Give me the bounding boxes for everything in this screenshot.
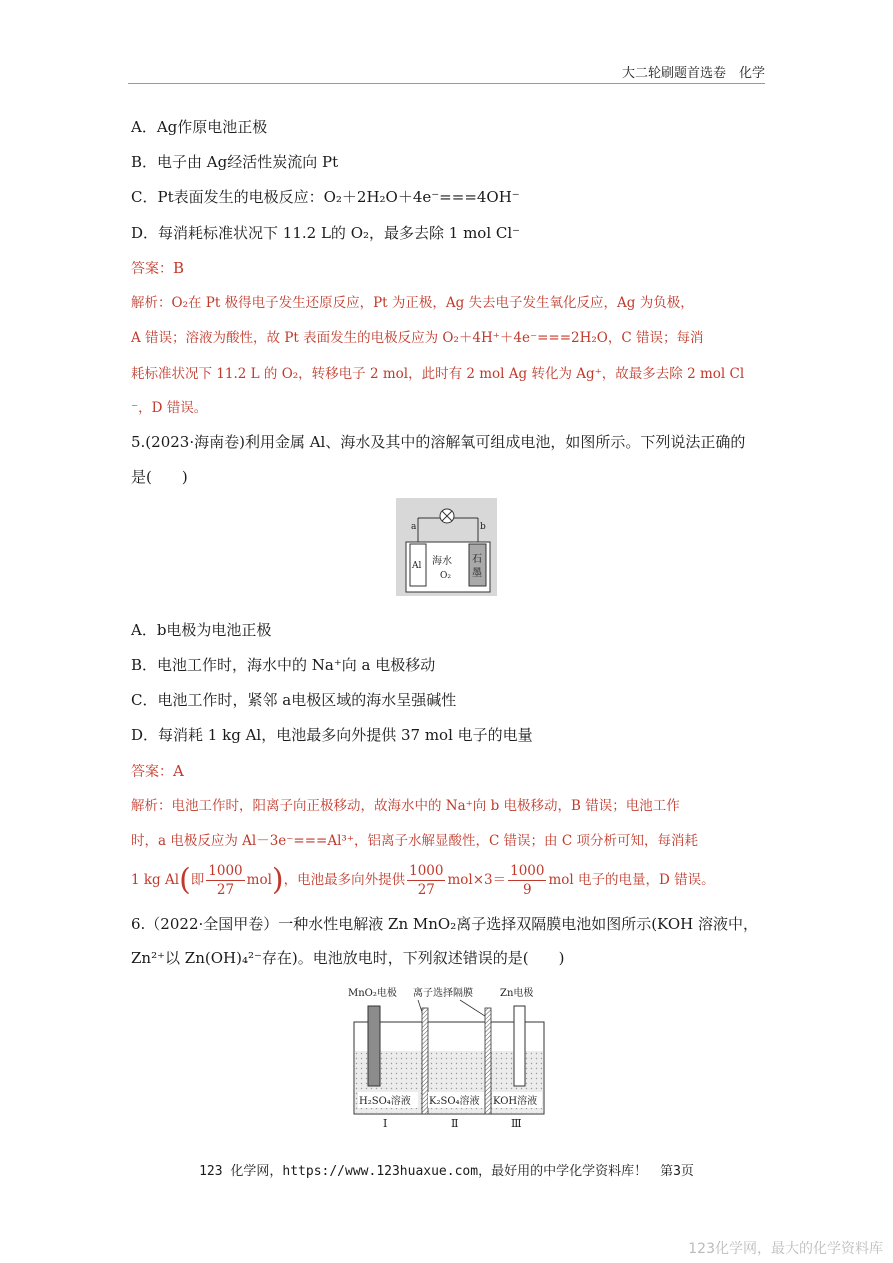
answer-label: 答案：	[131, 764, 173, 780]
label-zn-electrode: Zn电极	[500, 988, 534, 999]
watermark: 123化学网，最大的化学资料库	[688, 1241, 883, 1257]
q5-stem-line-2: 是( )	[131, 468, 188, 486]
q5-analysis-line-3: 1 kg Al(即 $\frac{1000}{27}$ mol)，电池最多向外提供 $\frac{1000}{27}$ mol×3＝ $\frac{1000}{9}$ mol 电子的电量，D 错误。	[131, 862, 715, 898]
answer-label: 答案：	[131, 261, 173, 277]
q6-stem-line-1: 6.（2022·全国甲卷）一种水性电解液 Zn MnO₂离子选择双隔膜电池如图所示(KOH 溶液中，	[131, 915, 759, 933]
q4-option-b: B．电子由 Ag经活性炭流向 Pt	[131, 153, 339, 171]
q5-option-c: C．电池工作时，紧邻 a电极区域的海水呈强碱性	[131, 691, 457, 709]
page-header: 大二轮刷题首选卷 化学	[621, 66, 765, 81]
label-a: a	[411, 522, 417, 532]
label-b: b	[480, 522, 486, 532]
q4-analysis-line-3: 耗标准状况下 11.2 L 的 O₂，转移电子 2 mol，此时有 2 mol Ag 转化为 Ag⁺，故最多去除 2 mol Cl	[131, 366, 745, 382]
label-al: Al	[412, 561, 422, 571]
q5-answer	[131, 761, 184, 781]
label-k2so4: K₂SO₄溶液	[429, 1096, 480, 1107]
q6-stem-line-2: Zn²⁺以 Zn(OH)₄²⁻存在)。电池放电时，下列叙述错误的是( )	[131, 949, 565, 967]
analysis-label: 解析：	[131, 295, 172, 311]
q4-analysis-line-1: 解析：O₂在 Pt 极得电子发生还原反应，Pt 为正极，Ag 失去电子发生氧化反应，Ag 为负极，	[131, 295, 694, 311]
fraction-1: $\frac{1000}{27}$	[208, 863, 243, 898]
label-h2so4: H₂SO₄溶液	[359, 1096, 411, 1107]
fraction-2: $\frac{1000}{27}$	[409, 863, 444, 898]
q5-stem-line-1: 5.(2023·海南卷)利用金属 Al、海水及其中的溶解氧可组成电池，如图所示。下列说法正确的	[131, 433, 746, 451]
q5-option-a: A．b电极为电池正极	[131, 621, 272, 639]
q5-option-d: D．每消耗 1 kg Al，电池最多向外提供 37 mol 电子的电量	[131, 726, 533, 744]
region-2-label: Ⅱ	[451, 1117, 459, 1130]
q5-option-b: B．电池工作时，海水中的 Na⁺向 a 电极移动	[131, 656, 436, 674]
q4-option-d: D．每消耗标准状况下 11.2 L的 O₂，最多去除 1 mol Cl⁻	[131, 224, 521, 242]
label-mno2-electrode: MnO₂电极	[348, 988, 397, 999]
q4-analysis-line-4: ⁻，D 错误。	[131, 400, 208, 416]
q5-battery-diagram	[396, 498, 497, 596]
q6-battery-figure	[340, 982, 550, 1130]
q4-option-c: C．Pt表面发生的电极反应：O₂＋2H₂O＋4e⁻===4OH⁻	[131, 188, 520, 206]
q4-analysis-line-2: A 错误；溶液为酸性，故 Pt 表面发生的电极反应为 O₂＋4H⁺＋4e⁻===2H₂O，C 错误；每消	[131, 330, 704, 346]
label-seawater: 海水	[432, 556, 452, 567]
answer-value: B	[173, 259, 185, 277]
q5-analysis-line-2: 时，a 电极反应为 Al－3e⁻===Al³⁺，铝离子水解显酸性，C 错误；由 C 项分析可知，每消耗	[131, 833, 698, 849]
region-1-label: Ⅰ	[383, 1117, 388, 1130]
q5-battery-figure	[396, 498, 497, 596]
header-divider	[128, 83, 765, 84]
region-3-label: Ⅲ	[511, 1117, 522, 1130]
fraction-3: $\frac{1000}{9}$	[510, 863, 545, 898]
label-o2: O₂	[440, 571, 451, 581]
analysis-label: 解析：	[131, 798, 172, 814]
q4-answer	[131, 258, 184, 278]
label-graphite-1: 石	[472, 554, 482, 565]
answer-value: A	[173, 762, 184, 780]
q4-option-a: A．Ag作原电池正极	[131, 118, 268, 136]
label-koh: KOH溶液	[493, 1096, 538, 1107]
label-membrane: 离子选择隔膜	[413, 988, 473, 999]
q5-analysis-line-1: 解析：电池工作时，阳离子向正极移动，故海水中的 Na⁺向 b 电极移动，B 错误；电池工作	[131, 798, 680, 814]
page-footer: 123 化学网，https://www.123huaxue.com，最好用的中学化学资料库！ 第3页	[199, 1164, 694, 1179]
label-graphite-2: 墨	[472, 568, 482, 579]
